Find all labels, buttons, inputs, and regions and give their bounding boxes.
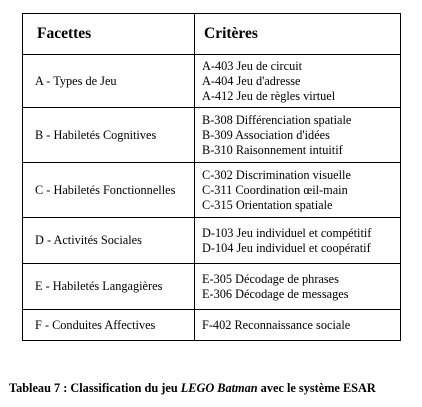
critere-item: B-309 Association d'idées [202,127,330,142]
critere-item: C-311 Coordination œil-main [202,182,348,197]
critere-item: D-103 Jeu individuel et compétitif [202,225,372,240]
caption-prefix: Tableau 7 : Classification du jeu [9,381,181,395]
table-header-row [23,14,401,55]
critere-item: E-305 Décodage de phrases [202,271,339,286]
criteres-cell [195,163,401,218]
facette-cell: A - Types de Jeu [23,55,195,108]
critere-item: A-412 Jeu de règles virtuel [202,88,336,103]
caption-suffix: avec le système ESAR [257,381,376,395]
table-caption [9,381,376,396]
table-row [23,108,401,163]
critere-item: E-306 Décodage de messages [202,286,349,301]
esar-classification-table [22,13,401,341]
critere-item: F-402 Reconnaissance sociale [202,317,351,332]
facette-cell: C - Habiletés Fonctionnelles [23,163,195,218]
critere-item: A-403 Jeu de circuit [202,58,303,73]
table-row [23,218,401,264]
critere-item: C-315 Orientation spatiale [202,197,333,212]
table-row [23,55,401,108]
critere-item: C-302 Discrimination visuelle [202,167,351,182]
facette-cell: F - Conduites Affectives [23,310,195,341]
critere-item: B-308 Différenciation spatiale [202,112,352,127]
facette-cell: B - Habiletés Cognitives [23,108,195,163]
criteres-cell [195,55,401,108]
critere-item: A-404 Jeu d'adresse [202,73,301,88]
criteres-cell [195,310,401,341]
table-row [23,163,401,218]
criteres-cell [195,218,401,264]
critere-item: B-310 Raisonnement intuitif [202,142,343,157]
header-criteres: Critères [195,14,401,55]
caption-game-title: LEGO Batman [180,381,258,395]
facette-cell: E - Habiletés Langagières [23,264,195,310]
header-facettes: Facettes [23,14,195,55]
criteres-cell [195,264,401,310]
critere-item: D-104 Jeu individuel et coopératif [202,240,371,255]
criteres-cell [195,108,401,163]
table-row [23,264,401,310]
table-row [23,310,401,341]
facette-cell: D - Activités Sociales [23,218,195,264]
